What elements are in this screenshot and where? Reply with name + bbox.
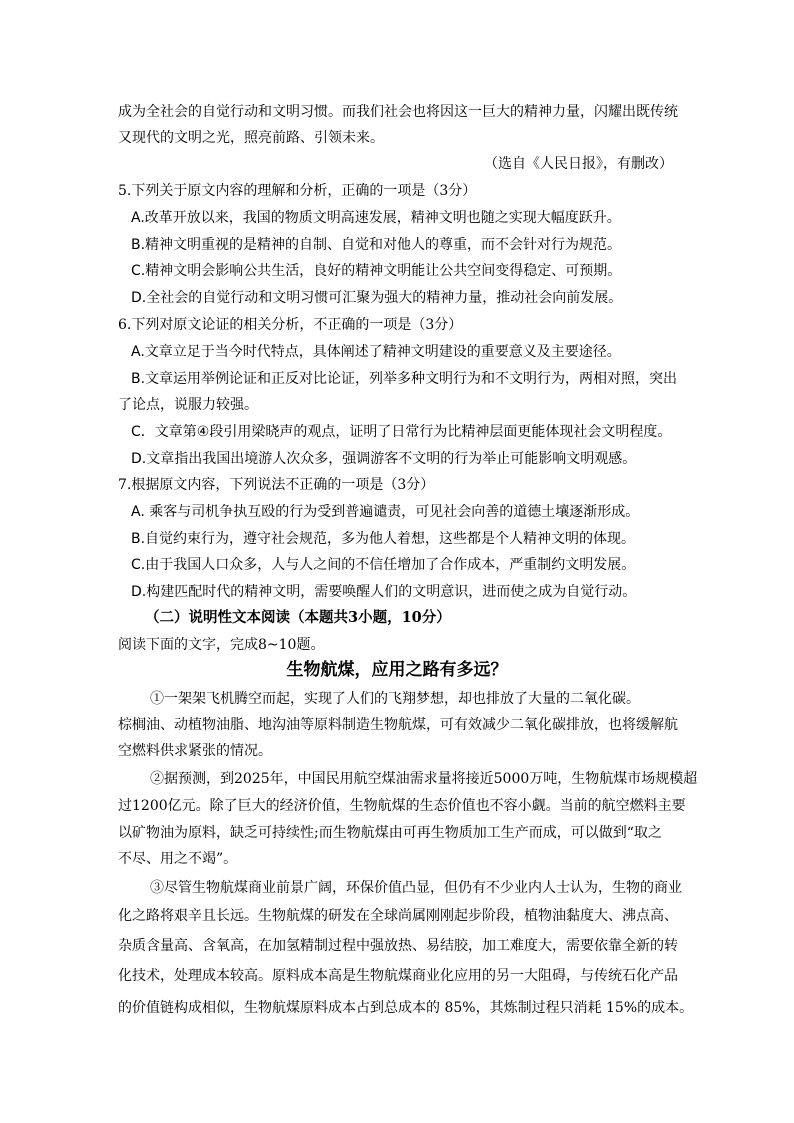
- question-7-option-d: D.构建匹配时代的精神文明，需要唤醒人们的文明意识，进而使之成为自觉行动。: [131, 584, 637, 600]
- article-paragraph-1: 空燃料供求紧张的情况。: [118, 743, 272, 759]
- question-6-option-b-cont: 了论点，说服力较强。: [118, 397, 258, 413]
- article-paragraph-3: 化技术，处理成本较高。原料成本高是生物航煤商业化应用的另一大阻碍，与传统石化产品: [118, 968, 678, 984]
- article-paragraph-2: 过1200亿元。除了巨大的经济价值，生物航煤的生态价值也不容小觑。当前的航空燃料主要: [118, 798, 686, 814]
- question-6-stem: 6.下列对原文论证的相关分析，不正确的一项是（3分）: [118, 317, 463, 333]
- question-6-option-a: A.文章立足于当今时代特点，具体阐述了精神文明建设的重要意义及主要途径。: [131, 344, 621, 360]
- article-paragraph-1: 棕榈油、动植物油脂、地沟油等原料制造生物航煤，可有效减少二氧化碳排放，也将缓解航: [118, 717, 678, 733]
- article-paragraph-3: 化之路将艰辛且长远。生物航煤的研发在全球尚属刚刚起步阶段，植物油黏度大、沸点高、: [118, 908, 678, 924]
- question-7-option-b: B.自觉约束行为，遵守社会规范，多为他人着想，这些都是个人精神文明的体现。: [131, 531, 636, 547]
- paragraph-line: 成为全社会的自觉行动和文明习惯。而我们社会也将因这一巨大的精神力量，闪耀出既传统: [118, 104, 678, 120]
- question-6-option-d: D.文章指出我国出境游人次众多，强调游客不文明的行为举止可能影响文明观感。: [131, 451, 637, 467]
- question-5-option-b: B.精神文明重视的是精神的自制、自觉和对他人的尊重，而不会针对行为规范。: [131, 237, 622, 253]
- question-7-stem: 7.根据原文内容，下列说法不正确的一项是（3分）: [118, 477, 435, 493]
- question-6-option-b: B.文章运用举例论证和正反对比论证，列举多种文明行为和不文明行为，两相对照，突出: [131, 371, 678, 387]
- article-paragraph-3: ③尽管生物航煤商业前景广阔，环保价值凸显，但仍有不少业内人士认为，生物的商业: [150, 880, 682, 896]
- article-paragraph-2: 以矿物油为原料，缺乏可持续性;而生物航煤由可再生物质加工生产而成，可以做到“取之: [118, 825, 662, 841]
- article-title: 生物航煤，应用之路有多远？: [286, 660, 508, 680]
- source-attribution: （选自《人民日报》，有删改）: [484, 156, 673, 172]
- question-7-option-a: A. 乘客与司机争执互殴的行为受到普遍谴责，可见社会向善的道德土壤逐渐形成。: [131, 504, 640, 520]
- reading-instruction: 阅读下面的文字，完成8~10题。: [118, 637, 325, 653]
- question-5-option-a: A.改革开放以来，我国的物质文明高速发展，精神文明也随之实现大幅度跃升。: [131, 210, 621, 226]
- question-5-option-c: C.精神文明会影响公共生活，良好的精神文明能让公共空间变得稳定、可预期。: [131, 263, 622, 279]
- article-paragraph-3: 的价值链构成相似，生物航煤原料成本占到总成本的 85%，其炼制过程只消耗 15%的成本。: [118, 1000, 694, 1016]
- article-paragraph-1: ①一架架飞机腾空而起，实现了人们的飞翔梦想，却也排放了大量的二氧化碳。: [150, 691, 640, 707]
- article-paragraph-3: 杂质含量高、含氧高，在加氢精制过程中强放热、易结胶，加工难度大，需要依靠全新的转: [118, 938, 678, 954]
- question-5-option-d: D.全社会的自觉行动和文明习惯可汇聚为强大的精神力量，推动社会向前发展。: [131, 290, 623, 306]
- question-6-option-c: C．文章第④段引用梁晓声的观点，证明了日常行为比精神层面更能体现社会文明程度。: [131, 424, 672, 440]
- article-paragraph-2: 不尽、用之不竭”。: [118, 851, 238, 867]
- article-paragraph-2: ②据预测，到2025年，中国民用航空煤油需求量将接近5000万吨，生物航煤市场规模超: [150, 771, 698, 787]
- question-5-stem: 5.下列关于原文内容的理解和分析，正确的一项是（3分）: [118, 183, 477, 199]
- section-heading: （二）说明性文本阅读（本题共3小题，10分）: [145, 609, 451, 626]
- paragraph-line: 又现代的文明之光，照亮前路、引领未来。: [118, 130, 384, 146]
- question-7-option-c: C.由于我国人口众多，人与人之间的不信任增加了合作成本，严重制约文明发展。: [131, 557, 636, 573]
